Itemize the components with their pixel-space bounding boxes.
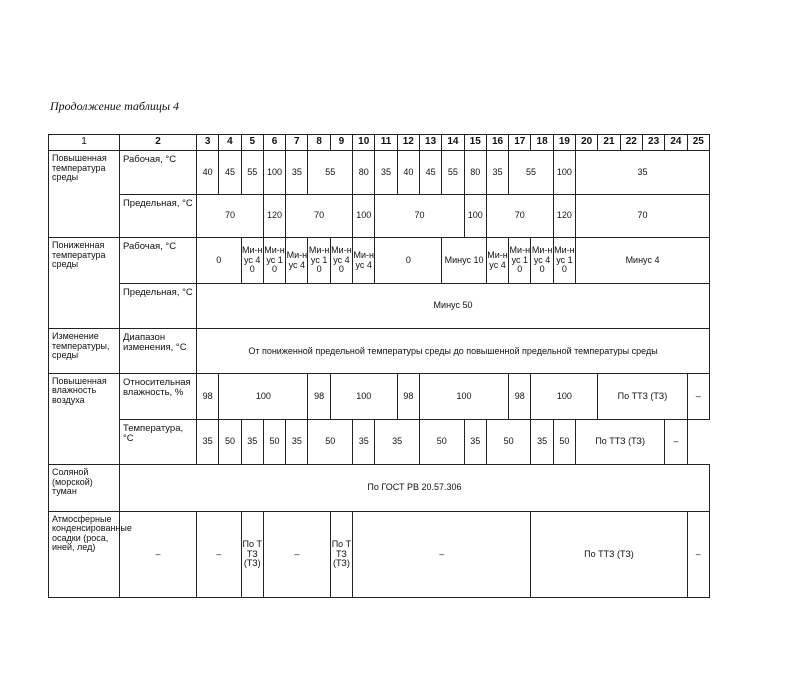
value-cell: Ми-нус 4: [353, 238, 375, 284]
header-cell: 14: [442, 135, 464, 151]
value-cell: 98: [397, 374, 419, 420]
header-cell: 24: [665, 135, 687, 151]
header-cell: 6: [263, 135, 285, 151]
header-cell: 20: [576, 135, 598, 151]
value-cell: 100: [464, 194, 486, 238]
header-cell: 8: [308, 135, 330, 151]
param-label: Соляной (морской) туман: [49, 465, 120, 512]
value-cell: Ми-нус 10: [509, 238, 531, 284]
value-cell: Ми-нус 10: [308, 238, 330, 284]
value-cell: 100: [330, 374, 397, 420]
header-cell: 10: [353, 135, 375, 151]
sub-label: Относительная влажность, %: [119, 374, 196, 420]
sub-label: Диапазон изменения, °С: [119, 329, 196, 374]
header-row: [49, 135, 710, 151]
header-cell: 4: [219, 135, 241, 151]
value-cell: По ГОСТ РВ 20.57.306: [119, 465, 709, 512]
value-cell: 40: [197, 151, 219, 195]
value-cell: –: [263, 511, 330, 597]
table-row: [49, 465, 710, 512]
header-cell: 18: [531, 135, 553, 151]
header-cell: 16: [486, 135, 508, 151]
sub-label: Рабочая, °С: [119, 238, 196, 284]
value-cell: 55: [442, 151, 464, 195]
param-label: Повышенная температура среды: [49, 151, 120, 238]
value-cell: По ТТЗ (ТЗ): [330, 511, 352, 597]
value-cell: 55: [509, 151, 554, 195]
value-cell: 100: [263, 151, 285, 195]
value-cell: 35: [286, 419, 308, 465]
value-cell: 35: [353, 419, 375, 465]
value-cell: 120: [553, 194, 575, 238]
param-label: Изменение температуры, среды: [49, 329, 120, 374]
value-cell: 35: [464, 419, 486, 465]
value-cell: 35: [576, 151, 710, 195]
table-row: [49, 238, 710, 284]
value-cell: 70: [286, 194, 353, 238]
spec-table: [48, 134, 710, 598]
value-cell: 35: [375, 419, 420, 465]
sub-label: Предельная, °С: [119, 194, 196, 238]
value-cell: 100: [219, 374, 308, 420]
table-row: [49, 511, 710, 597]
value-cell: 35: [241, 419, 263, 465]
value-cell: 35: [375, 151, 397, 195]
value-cell: 120: [263, 194, 285, 238]
table-row: [49, 283, 710, 329]
value-cell: 55: [241, 151, 263, 195]
value-cell: 40: [397, 151, 419, 195]
value-cell: 50: [486, 419, 531, 465]
header-cell: 15: [464, 135, 486, 151]
value-cell: По ТТЗ (ТЗ): [598, 374, 687, 420]
value-cell: 50: [553, 419, 575, 465]
value-cell: 70: [486, 194, 553, 238]
value-cell: 55: [308, 151, 353, 195]
header-cell: 5: [241, 135, 263, 151]
value-cell: 0: [375, 238, 442, 284]
header-cell: 22: [620, 135, 642, 151]
value-cell: Минус 50: [197, 283, 710, 329]
value-cell: Ми-нус 40: [330, 238, 352, 284]
header-cell: 3: [197, 135, 219, 151]
value-cell: По ТТЗ (ТЗ): [576, 419, 665, 465]
value-cell: 98: [509, 374, 531, 420]
value-cell: 50: [308, 419, 353, 465]
value-cell: –: [665, 419, 687, 465]
header-cell: 2: [119, 135, 196, 151]
value-cell: Минус 4: [576, 238, 710, 284]
value-cell: 80: [353, 151, 375, 195]
header-cell: 19: [553, 135, 575, 151]
value-cell: По ТТЗ (ТЗ): [241, 511, 263, 597]
value-cell: 35: [286, 151, 308, 195]
value-cell: 35: [531, 419, 553, 465]
value-cell: 45: [419, 151, 441, 195]
value-cell: По ТТЗ (ТЗ): [531, 511, 687, 597]
value-cell: –: [119, 511, 196, 597]
value-cell: 100: [419, 374, 508, 420]
value-cell: 50: [263, 419, 285, 465]
value-cell: 80: [464, 151, 486, 195]
header-cell: 23: [642, 135, 664, 151]
param-label: Повышенная влажность воздуха: [49, 374, 120, 465]
value-cell: –: [197, 511, 242, 597]
value-cell: 100: [531, 374, 598, 420]
value-cell: 0: [197, 238, 242, 284]
value-cell: 100: [353, 194, 375, 238]
value-cell: 100: [553, 151, 575, 195]
header-cell: 21: [598, 135, 620, 151]
value-cell: 70: [576, 194, 710, 238]
header-cell: 11: [375, 135, 397, 151]
table-row: [49, 374, 710, 420]
header-cell: 1: [49, 135, 120, 151]
value-cell: 98: [197, 374, 219, 420]
value-cell: Ми-нус 40: [531, 238, 553, 284]
value-cell: 35: [486, 151, 508, 195]
header-cell: 12: [397, 135, 419, 151]
value-cell: Ми-нус 40: [241, 238, 263, 284]
header-cell: 13: [419, 135, 441, 151]
value-cell: 45: [219, 151, 241, 195]
value-cell: От пониженной предельной температуры среды до повышенной предельной температуры среды: [197, 329, 710, 374]
value-cell: Ми-нус 10: [263, 238, 285, 284]
value-cell: Ми-нус 4: [486, 238, 508, 284]
value-cell: 50: [419, 419, 464, 465]
table-row: [49, 151, 710, 195]
value-cell: –: [687, 511, 709, 597]
param-label: Пониженная температура среды: [49, 238, 120, 329]
value-cell: 98: [308, 374, 330, 420]
header-cell: 7: [286, 135, 308, 151]
value-cell: 50: [219, 419, 241, 465]
table-caption: Продолжение таблицы 4: [50, 99, 180, 113]
value-cell: 35: [197, 419, 219, 465]
value-cell: 70: [197, 194, 264, 238]
value-cell: –: [687, 374, 709, 420]
sub-label: Рабочая, °С: [119, 151, 196, 195]
value-cell: Ми-нус 10: [553, 238, 575, 284]
header-cell: 17: [509, 135, 531, 151]
table-row: [49, 419, 710, 465]
sub-label: Предельная, °С: [119, 283, 196, 329]
value-cell: Минус 10: [442, 238, 487, 284]
param-label: Атмосферные конденсированные осадки (роса, иней, лед): [49, 511, 120, 597]
value-cell: 70: [375, 194, 464, 238]
value-cell: –: [353, 511, 531, 597]
header-cell: 25: [687, 135, 709, 151]
table-row: [49, 194, 710, 238]
header-cell: 9: [330, 135, 352, 151]
sub-label: Температура, °С: [119, 419, 196, 465]
value-cell: Ми-нус 4: [286, 238, 308, 284]
table-row: [49, 329, 710, 374]
